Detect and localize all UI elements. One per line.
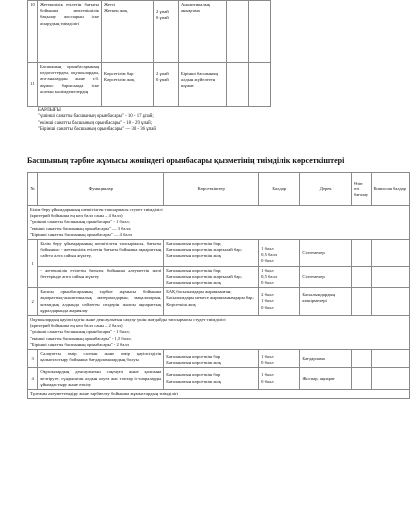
commission-cell xyxy=(371,240,409,267)
table-row xyxy=(28,350,410,368)
commission-cell xyxy=(371,368,409,390)
source-cell: Сілтемелер xyxy=(300,266,352,288)
efficiency-indicators-table xyxy=(27,172,410,399)
criterion-group-3: Тұлғаны әлеуметтендіру және тәрбиелеу бойынша жұмыстардың тиімділігі xyxy=(28,390,410,399)
indicators-cell: Жетті Жеткен жоқ xyxy=(102,1,154,63)
section-title: Басшының тәрбие жұмысы жөніндегі орынбасары қызметінің тиімділік көрсеткіштері xyxy=(27,156,345,165)
source-cell: Сілтемелер xyxy=(300,240,352,267)
summary-heading: БАРЛЫҒЫ xyxy=(38,108,61,113)
criterion-group-1: Білім беру ұйымдарының шешітілген тапсырмасы ступет тиімділігі (критерий бойынша ең көп балл саны – 4 балл) "үшінші санатты басшының орынбасары" - 1 балл; "екінші санатты басшының орынбасары" — 3 балл; "Бірінші санатты басшының орынбасары" — 4 балл xyxy=(28,206,410,240)
table-row xyxy=(28,266,410,288)
row-number: 4 xyxy=(28,368,38,390)
row-number: 3 xyxy=(28,350,38,368)
points-cell: 2 ұпай 0 ұпай xyxy=(154,63,179,107)
indicators-cell: Көрсетілім бар Көрсетілім жоқ xyxy=(102,63,154,107)
points-cell: 1 балл 0,5 балл 0 балл xyxy=(259,240,300,267)
row-number: 10 xyxy=(28,1,38,63)
source-cell: Бағдарлама xyxy=(300,350,352,368)
self-eval-cell xyxy=(351,368,371,390)
header-num: № xyxy=(28,173,38,206)
criterion-group-row xyxy=(28,316,410,350)
commission-cell xyxy=(371,266,409,288)
points-cell: 1 балл 0,5 балл 0 балл xyxy=(259,266,300,288)
indicators-cell: Бағаланатын көрсеткіш бар; Бағаланатын көрсеткіш жартылай бар; Бағаланатын көрсеткіш жоқ xyxy=(164,266,259,288)
score-summary xyxy=(38,108,398,133)
activity-cell: Білім беру ұйымдарының шешітілген тапсырмасы, бағыты бойынша: - жетекшілік етілетін бағыты бойынша ақпараттың сайтта алта сайын жүктеу, xyxy=(38,240,164,267)
summary-line: "екінші санатты басшының орынбасары" - 18 - 29 ұпай; xyxy=(38,120,153,126)
indicators-cell: Бағаланатын көрсеткіш бар Бағаланатын көрсеткіш жоқ xyxy=(164,350,259,368)
table-row xyxy=(28,63,410,107)
self-eval-cell xyxy=(227,63,249,107)
source-cell: Аналитикалық анықтама xyxy=(179,1,227,63)
source-cell: Бірінші басшының алдын жүйелеген шұжат xyxy=(179,63,227,107)
indicators-cell: Бағаланатын көрсеткіш бар Бағаланатын көрсеткіш жоқ xyxy=(164,368,259,390)
self-eval-cell xyxy=(351,288,371,316)
activity-cell: Басшы орынбасарының тәрбие жұмысы бойынша ақпараттық-аналитикалық материалдарын, мақалаларын, коғамдық алдында сөйлеген сөздерін жалпы ақпараттық құралдарында жариялау xyxy=(38,288,164,316)
table-row xyxy=(28,368,410,390)
previous-criteria-table xyxy=(27,0,410,107)
table-row xyxy=(28,288,410,316)
header-activity: Функциялар xyxy=(38,173,164,206)
self-eval-cell xyxy=(351,266,371,288)
header-indicators: Көрсеткіштер xyxy=(164,173,259,206)
activity-cell: - жетекшілік етілетін бағыты бойынша әлеуметтік желі беттерінде апта сайын жүктеу xyxy=(38,266,164,288)
activity-cell: Басшының орынбасарының педагогтерден, оқушылардан, ата-аналардан және т.б. жұмыс барысында іске асатын мәлімдемелердің xyxy=(38,63,102,107)
header-source: Дерек xyxy=(300,173,352,206)
commission-cell xyxy=(249,1,271,63)
criterion-group-2: Оқушылардың қауіпсіздігін және денсаулығын сақтау үшін жағдайды тапсырмасы студет тиімділігі (критерий бойынша ең көп балл саны – 2 балл) "үшінші санатты басшының орынбасары" - 1 балл; "екінші санатты басшының орынбасары" - 1,5 балл; "Бірінші санатты басшының орынбасары" - 2 балл xyxy=(28,316,410,350)
header-commission: Комиссия балдар xyxy=(371,173,409,206)
source-cell: Басылымдардың көшірмелері xyxy=(300,288,352,316)
commission-cell xyxy=(371,350,409,368)
table-header-row xyxy=(28,173,410,206)
points-cell: 2 балл 1 балл 0 балл xyxy=(259,288,300,316)
table-row xyxy=(28,1,410,63)
points-cell: 1 балл 0 балл xyxy=(259,368,300,390)
activity-cell: Жетекшілік етілетін бағыты бойынша мектепішілік бақылау жоспарын іске асырудың тиімділігі xyxy=(38,1,102,63)
criterion-group-row xyxy=(28,390,410,399)
criterion-group-row xyxy=(28,206,410,240)
summary-line: "үшінші санатты басшының орынбасары" - 10 - 17 ұпай; xyxy=(38,114,154,120)
row-number: 2 xyxy=(28,288,38,316)
self-eval-cell xyxy=(227,1,249,63)
activity-cell: Салауатты өмір салтын және өмір қауіпсіздігін қалыптастыру бойынша бағдарламалардың болуы xyxy=(38,350,164,368)
header-points: Балдар xyxy=(259,173,300,206)
activity-cell: Оқушылардың денсаулығын сақтауға және қалпына келтіруге, сүндыштан алдын алуға жас топтар іс-шараларды ұйымдастыру және өткізу xyxy=(38,368,164,390)
indicators-cell: БАҚ басылымдары жарияланған; Басылымдары немесе жарияланымдары бар; Көрсеткіш жоқ xyxy=(164,288,259,316)
header-self: Өзін өзі бағалау xyxy=(351,173,371,206)
commission-cell xyxy=(371,288,409,316)
row-number: 11 xyxy=(28,63,38,107)
source-cell: Жоспар, ақпарат xyxy=(300,368,352,390)
points-cell: 2 ұпай 0 ұпай xyxy=(154,1,179,63)
summary-line: "Бірінші санатты басшының орынбасары" — 30 - 36 ұпай xyxy=(38,126,156,132)
self-eval-cell xyxy=(351,350,371,368)
blank-margin xyxy=(271,1,410,63)
table-row xyxy=(28,240,410,267)
self-eval-cell xyxy=(351,240,371,267)
commission-cell xyxy=(249,63,271,107)
row-number: 1 xyxy=(28,240,38,288)
blank-margin xyxy=(271,63,410,107)
points-cell: 1 балл 0 балл xyxy=(259,350,300,368)
indicators-cell: Бағаланатын көрсеткіш бар; Бағаланатын көрсеткіш жартылай бар; Бағаланатын көрсеткіш жоқ xyxy=(164,240,259,267)
